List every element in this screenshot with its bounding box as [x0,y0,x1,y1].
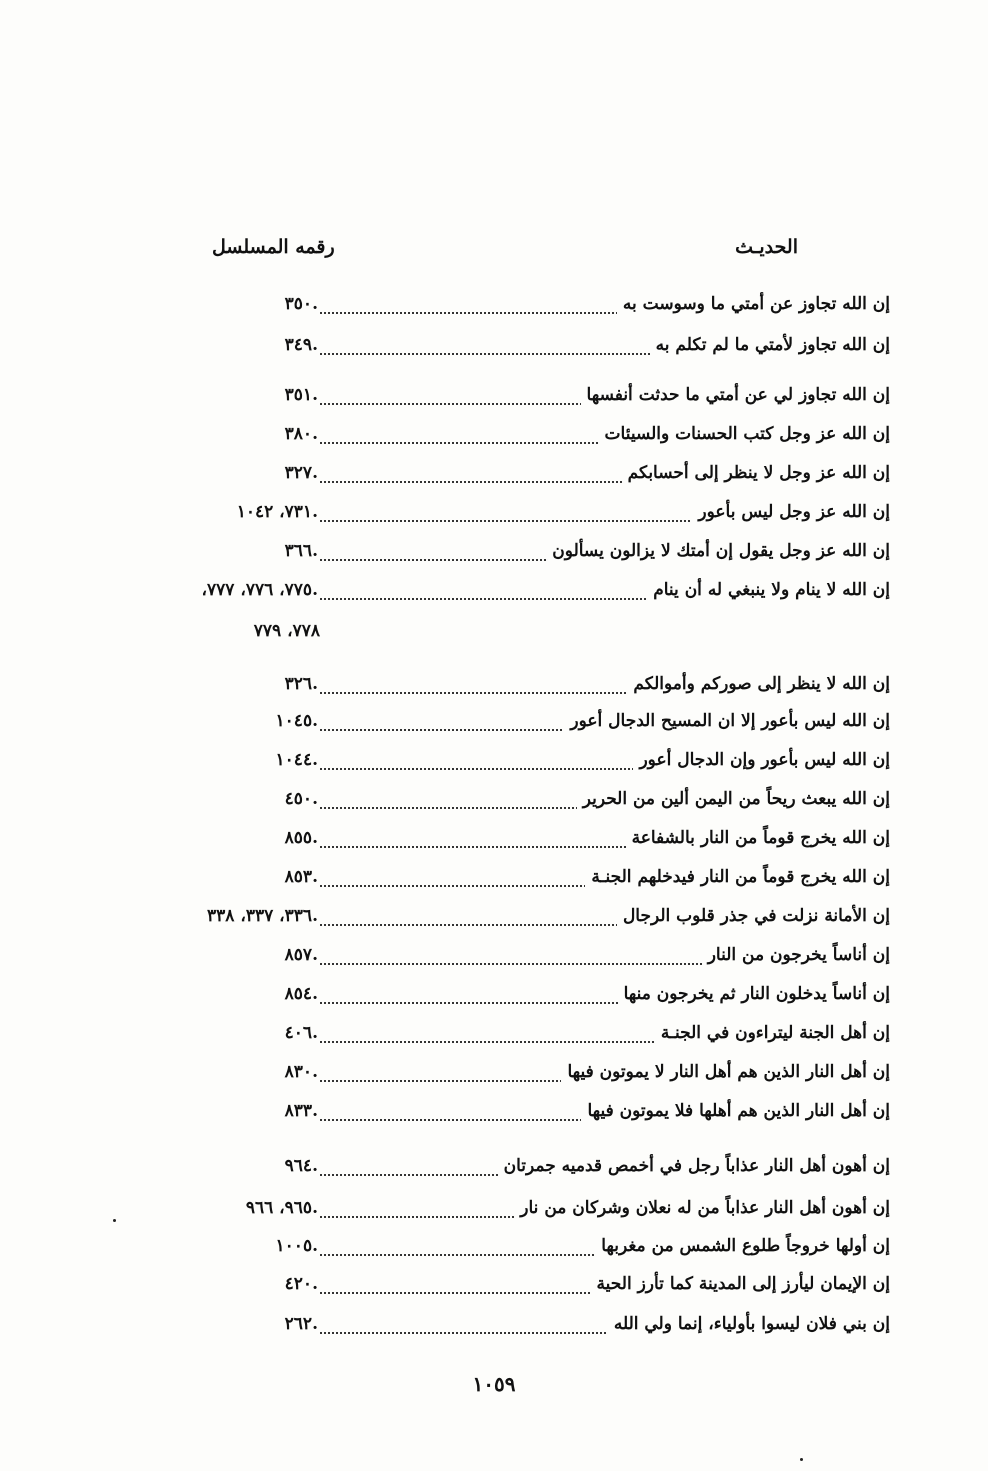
entry-number-continuation: ٧٧٨، ٧٧٩ [253,621,320,641]
entry-text: إن الله عز وجل يقول إن أمتك لا يزالون يسألون [546,541,890,561]
entry-number: .٤٥٠ [284,789,318,809]
entry-text: إن الله ليس بأعور وإن الدجال أعور [633,750,890,770]
index-entry [150,1236,890,1270]
index-entry [150,674,890,708]
entry-number: .٧٣١، ١٠٤٢ [236,502,318,522]
index-entry [150,1198,890,1232]
entry-number: .٨٣٣ [284,1101,318,1121]
entry-text: إن أناساً يخرجون من النار [702,945,890,965]
entry-text: إن الله لا ينظر إلى صوركم وأموالكم [627,674,890,694]
entry-text: إن الله عز وجل كتب الحسنات والسيئات [599,424,890,444]
entry-text: إن الله يخرج قوماً من النار فيدخلهم الجنـة [585,867,890,887]
entry-text: إن الأمانة نزلت في جذر قلوب الرجال [617,906,890,926]
index-entry [150,828,890,862]
entry-number: .٤٠٦ [284,1023,318,1043]
entry-number: .٣٨٠ [284,424,318,444]
entry-text: إن الله تجاوز عن أمتي ما وسوست به [617,294,890,314]
index-entry [150,1314,890,1348]
scan-speck [113,1219,116,1222]
entry-number: .١٠٠٥ [275,1236,318,1256]
serial-number-column-header: رقمه المسلسل [212,236,335,258]
entry-text: إن الله يبعث ريحاً من اليمن ألين من الحرير [577,789,890,809]
index-entry [150,906,890,940]
entry-number: .٣٥٠ [284,294,318,314]
entry-text: إن الله عز وجل لا ينظر إلى أحسابكم [622,463,890,483]
entry-number: .٨٥٤ [284,984,318,1004]
entry-number: .٢٦٢ [284,1314,318,1334]
index-entry [150,711,890,745]
entry-number: .٣٢٧ [284,463,318,483]
entry-number: .١٠٤٤ [275,750,318,770]
index-entry [150,750,890,784]
entry-text: إن الله عز وجل ليس بأعور [692,502,890,522]
hadith-column-header: الحديـث [735,236,798,258]
entry-number: .٤٢٠ [284,1274,318,1294]
page-number: ١٠٥٩ [472,1372,516,1396]
entry-number: .٧٧٥، ٧٧٦، ٧٧٧، [201,580,318,600]
index-entry [150,789,890,823]
entry-text: إن أناساً يدخلون النار ثم يخرجون منها [618,984,890,1004]
index-entry [150,335,890,369]
entry-number: .٨٥٥ [284,828,318,848]
index-entry [150,424,890,458]
entry-number: .٩٦٤ [284,1156,318,1176]
index-entry [150,541,890,575]
index-entry [150,1274,890,1308]
index-entry [150,1156,890,1190]
entry-text: إن أولها خروجاً طلوع الشمس من مغربها [595,1236,890,1256]
index-entry [150,945,890,979]
entry-text: إن أهل النار الذين هم أهلها فلا يموتون فيها [581,1101,890,1121]
index-entry [150,385,890,419]
entry-number: .٣٥١ [284,385,318,405]
index-entry [150,1023,890,1057]
entry-number: .٣٢٦ [284,674,318,694]
index-entry [150,580,890,614]
entry-text: إن بني فلان ليسوا بأولياء، إنما ولي الله [608,1314,890,1334]
entry-number: .٣٣٦، ٣٣٧، ٣٣٨ [207,906,318,926]
entry-text: إن الإيمان ليأرز إلى المدينة كما تأرز الحية [591,1274,890,1294]
entry-number: .٨٣٠ [284,1062,318,1082]
entry-text: إن الله تجاوز لأمتي ما لم تكلم به [650,335,890,355]
entry-text: إن أهل الجنة ليتراءون في الجنـة [655,1023,890,1043]
index-entry [150,1101,890,1135]
entry-number: .٩٦٥، ٩٦٦ [245,1198,318,1218]
entry-number: .٣٦٦ [284,541,318,561]
entry-number: .٣٤٩ [284,335,318,355]
entry-text: إن الله لا ينام ولا ينبغي له أن ينام [647,580,890,600]
index-entry [150,294,890,328]
index-entry [150,984,890,1018]
entry-text: إن الله يخرج قوماً من النار بالشفاعة [626,828,890,848]
entry-number: .٨٥٣ [284,867,318,887]
entry-text: إن أهون أهل النار عذاباً رجل في أخمص قدميه جمرتان [498,1156,890,1176]
entry-number: .٨٥٧ [284,945,318,965]
entry-text: إن أهون أهل النار عذاباً من له نعلان وشركان من نار [514,1198,890,1218]
entry-text: إن أهل النار الذين هم أهل النار لا يموتون فيها [561,1062,890,1082]
index-entry [150,463,890,497]
entry-text: إن الله تجاوز لي عن أمتي ما حدثت أنفسها [581,385,890,405]
scan-speck [800,1458,803,1461]
index-entry [150,867,890,901]
entry-text: إن الله ليس بأعور إلا ان المسيح الدجال أعور [564,711,890,731]
index-entry [150,1062,890,1096]
entry-number: .١٠٤٥ [275,711,318,731]
index-entry [150,502,890,536]
